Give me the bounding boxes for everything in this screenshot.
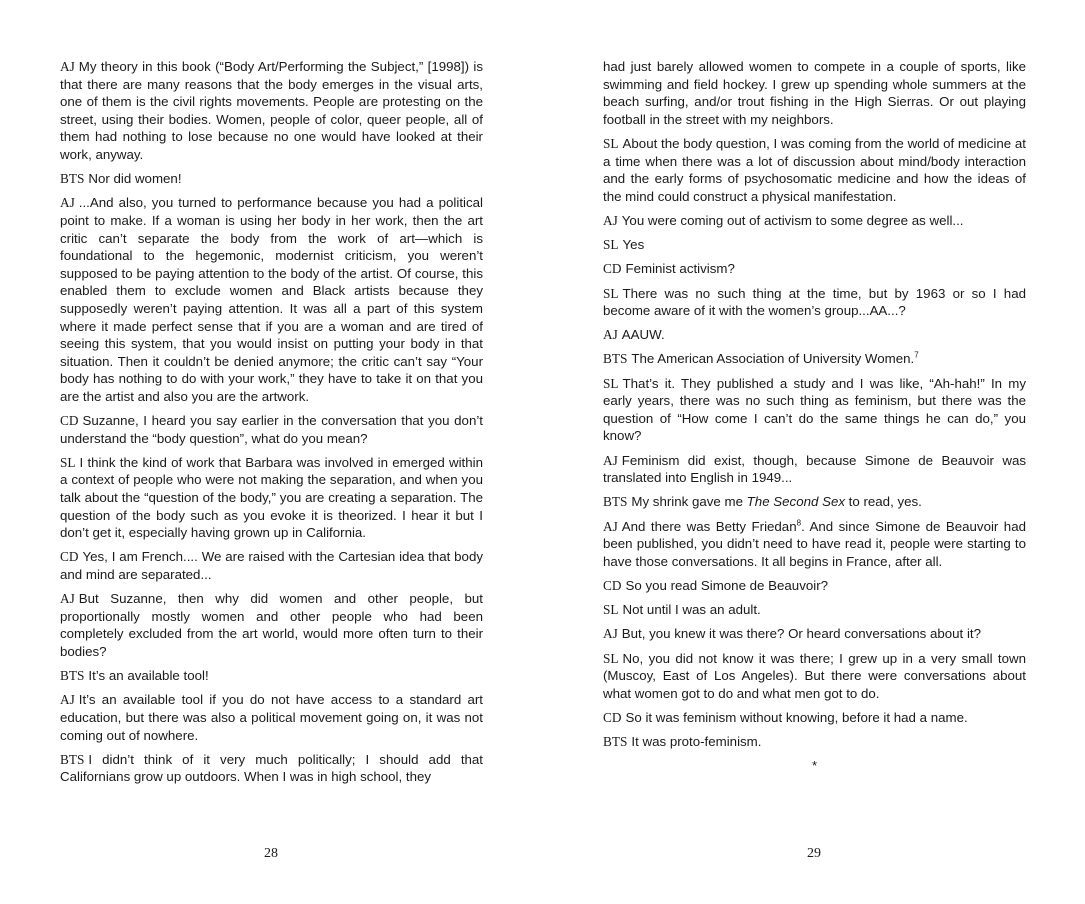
speaker-initials: AJ: [603, 452, 618, 468]
speaker-initials: CD: [60, 549, 79, 565]
paragraph-text: That’s it. They published a study and I was like, “Ah-hah!” In my early years, there was no such thing as feminism, but there was the question of “How come I can’t do the same things he can do,” you know?: [603, 375, 1026, 444]
speaker-initials: SL: [60, 454, 76, 470]
paragraph: [603, 452, 1026, 487]
paragraph-text: It was proto-feminism.: [631, 734, 762, 750]
speaker-initials: CD: [60, 413, 79, 429]
page-number: 29: [807, 846, 821, 861]
paragraph-text: Not until I was an adult.: [622, 602, 761, 618]
speaker-initials: AJ: [60, 59, 75, 74]
speaker-initials: CD: [603, 577, 622, 593]
paragraph-text: Suzanne, I heard you say earlier in the conversation that you don’t understand the “body question”, what do you mean?: [60, 413, 483, 446]
paragraph-text: But, you knew it was there? Or heard conversations about it?: [621, 626, 981, 642]
section-break: *: [811, 758, 818, 774]
paragraph: [603, 650, 1026, 703]
speaker-initials: SL: [603, 237, 619, 253]
speaker-initials: AJ: [603, 327, 618, 343]
paragraph-text: My theory in this book (“Body Art/Performing the Subject,” [1998]) is that there are many reasons that the body emerges in the visual arts, one of them is the civil rights movements. People are protesting on the street, using their bodies. Women, people of color, queer people, all of them had nothing to lose because no one would have looked at their work, anyway.: [60, 59, 483, 162]
paragraph: [60, 454, 483, 542]
paragraph-text: to read, yes.: [844, 494, 922, 510]
paragraph: [60, 194, 483, 405]
paragraph: [603, 135, 1026, 205]
paragraph-text: ...And also, you turned to performance because you had a political point to make. If a woman is using her body in her work, then the art critic can’t separate the body from the work of art—which is foundational to the hegemonic, modernist criticism, you weren’t supposed to be paying attention to the body of the artist. Of course, this enabled them to exclude women and Black artists because they supposedly weren’t paying attention. It was all a part of this system where it made perfect sense that if you are a woman and are tired of seeing this system, that you would insist on putting your body in that situation. Then it couldn’t be denied anymore; the critic can’t say “Your body has nothing to do with your work,” they have to take it on that you are the artist and also you are the artwork.: [60, 195, 483, 404]
left-text-column: [60, 58, 483, 793]
speaker-initials: AJ: [60, 692, 75, 708]
paragraph-text: No, you did not know it was there; I grew up in a very small town (Muscoy, East of Los Angeles). But there were conversations about what women got to do and what men got to do.: [603, 650, 1026, 701]
speaker-initials: BTS: [60, 171, 85, 187]
page-number: 28: [264, 846, 278, 861]
speaker-initials: AJ: [603, 212, 618, 228]
paragraph-text: It’s an available tool!: [88, 668, 209, 684]
paragraph: [60, 58, 483, 164]
paragraph-text: Yes, I am French.... We are raised with the Cartesian idea that body and mind are separated...: [60, 549, 483, 582]
paragraph-text: So it was feminism without knowing, before it had a name.: [625, 709, 968, 725]
paragraph-text: AAUW.: [621, 327, 665, 343]
paragraph: [603, 625, 1026, 643]
speaker-initials: AJ: [603, 518, 618, 534]
speaker-initials: CD: [603, 261, 622, 277]
speaker-initials: SL: [603, 650, 619, 666]
speaker-initials: AJ: [60, 195, 75, 211]
footnote-marker: 8: [796, 518, 802, 528]
paragraph-text: I think the kind of work that Barbara was involved in emerged within a context of people who were not making the separation, and when you talk about the “question of the body,” you are creating a separation. The question of the body such as you evoke it is theorized. I hear it but I don’t get it, especially having grown up in California.: [60, 454, 483, 541]
right-text-column: [603, 58, 1026, 775]
paragraph-text: The American Association of University Women.: [631, 351, 915, 367]
paragraph-text: had just barely allowed women to compete in a couple of sports, like swimming and field hockey. I grew up spending whole summers at the beach surfing, and/or trout fishing in the High Sierras. Or out playing football in the street with my neighbors.: [603, 59, 1026, 127]
paragraph: [603, 601, 1026, 619]
paragraph-text: Yes: [622, 237, 645, 253]
paragraph: [60, 548, 483, 583]
paragraph: [60, 667, 483, 685]
speaker-initials: SL: [603, 375, 619, 391]
speaker-initials: BTS: [603, 351, 628, 367]
paragraph-text: I didn’t think of it very much politically; I should add that Californians grow up outdoors. When I was in high school, they: [60, 751, 483, 785]
paragraph-text: My shrink gave me: [631, 494, 747, 510]
left-page: [0, 0, 542, 904]
paragraph: [603, 236, 1026, 254]
speaker-initials: SL: [603, 135, 619, 151]
paragraph: [60, 590, 483, 660]
speaker-initials: BTS: [60, 751, 85, 767]
paragraph: [603, 212, 1026, 230]
right-page: [543, 0, 1085, 904]
paragraph: [60, 170, 483, 188]
speaker-initials: CD: [603, 709, 622, 725]
paragraph: [603, 375, 1026, 445]
speaker-initials: BTS: [603, 494, 628, 510]
paragraph: [603, 58, 1026, 128]
paragraph: [603, 326, 1026, 344]
footnote-marker: 7: [914, 351, 919, 361]
paragraph: [603, 577, 1026, 595]
paragraph: [603, 285, 1026, 320]
paragraph: [60, 751, 483, 786]
speaker-initials: SL: [603, 602, 619, 618]
paragraph-text: About the body question, I was coming from the world of medicine at a time when there was a lot of discussion about mind/body interaction and the early forms of psychosomatic medicine and how the ideas of the mind could construct a physical manifestation.: [603, 135, 1026, 204]
paragraph-text: Feminism did exist, though, because Simone de Beauvoir was translated into English in 1949...: [603, 452, 1026, 486]
paragraph-text: . And since Simone de Beauvoir had been published, you didn’t need to have read it, people were starting to have those conversations. It all begins in France, after all.: [603, 518, 1026, 569]
paragraph: [603, 733, 1026, 751]
paragraph-text: It’s an available tool if you do not have access to a standard art education, but there was also a political movement going on, it was not coming out of nowhere.: [60, 692, 483, 743]
paragraph: [60, 691, 483, 744]
paragraph: [603, 493, 1026, 511]
paragraph-text: There was no such thing at the time, but by 1963 or so I had become aware of it with the women’s group...AA...?: [603, 285, 1026, 319]
paragraph: [603, 350, 1026, 368]
speaker-initials: SL: [603, 285, 619, 301]
book-title: The Second Sex: [746, 494, 845, 510]
paragraph-text: You were coming out of activism to some degree as well...: [621, 212, 964, 228]
paragraph: [603, 518, 1026, 571]
paragraph-text: And there was Betty Friedan: [621, 518, 797, 534]
paragraph-text: So you read Simone de Beauvoir?: [625, 577, 829, 593]
speaker-initials: AJ: [603, 626, 618, 642]
speaker-initials: BTS: [603, 734, 628, 750]
paragraph: [603, 260, 1026, 278]
paragraph: [60, 412, 483, 447]
paragraph-text: Nor did women!: [88, 171, 182, 187]
speaker-initials: BTS: [60, 668, 85, 684]
paragraph-text: Feminist activism?: [625, 261, 735, 277]
paragraph: [603, 709, 1026, 727]
speaker-initials: AJ: [60, 591, 75, 607]
paragraph-text: But Suzanne, then why did women and other people, but proportionally mostly women and other people who had been completely excluded from the art world, would more often turn to their bodies?: [60, 591, 483, 659]
